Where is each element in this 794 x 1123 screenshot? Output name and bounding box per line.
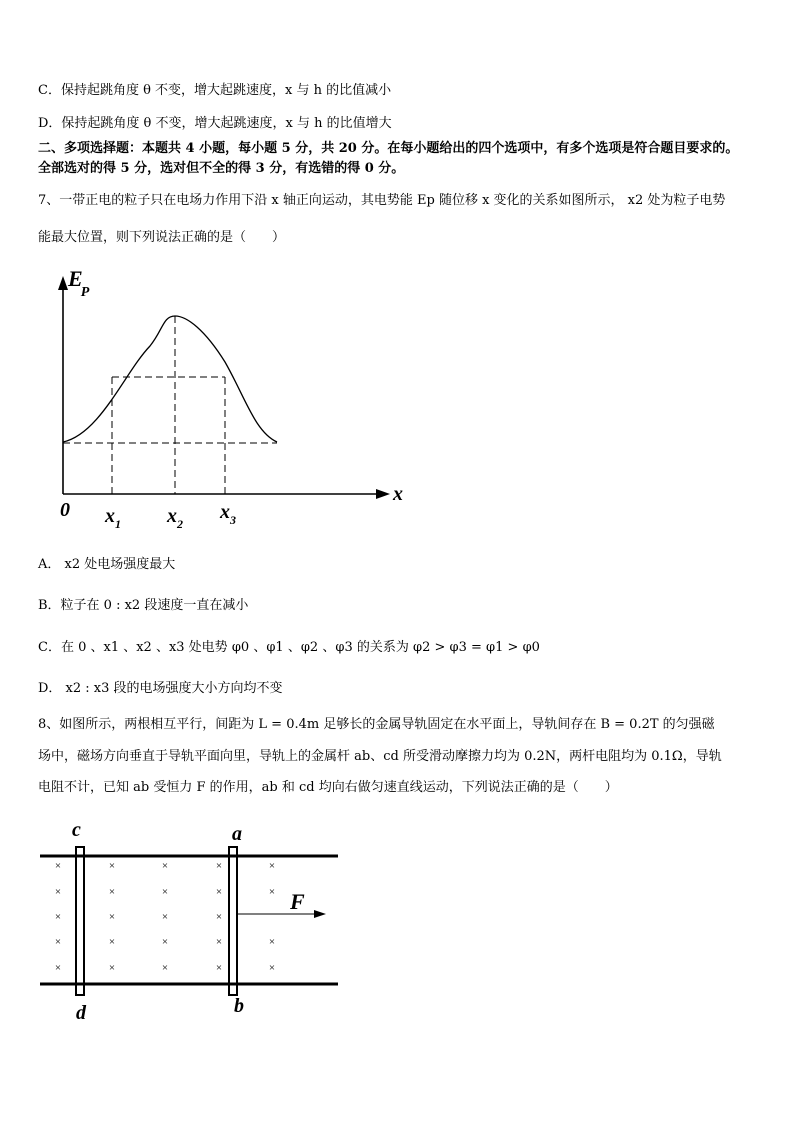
field-mark-icon: ×: [268, 962, 276, 974]
field-mark-icon: ×: [268, 936, 276, 948]
energy-curve: [63, 316, 277, 442]
force-arrow-head-icon: [314, 910, 326, 918]
field-mark-icon: ×: [54, 962, 62, 974]
field-mark-icon: ×: [161, 860, 169, 872]
q7-option-b: B．粒子在 0 : x2 段速度一直在减小: [38, 598, 249, 613]
tick-x3: $x_3$: [220, 501, 236, 527]
field-mark-icon: ×: [54, 860, 62, 872]
section2-line1: 二、多项选择题：本题共 4 小题，每小题 5 分，共 20 分。在每小题给出的四个选项中，有多个选项是符合题目要求的。: [38, 141, 739, 156]
field-mark-icon: ×: [161, 911, 169, 923]
label-c: c: [72, 819, 81, 841]
x-axis-label: x: [393, 483, 403, 505]
tick-x2: $x_2$: [167, 505, 183, 531]
label-d: d: [76, 1002, 86, 1024]
x-axis-arrow-icon: [376, 489, 390, 499]
section2-line2: 全部选对的得 5 分，选对但不全的得 3 分，有选错的得 0 分。: [38, 161, 405, 176]
field-mark-icon: ×: [215, 860, 223, 872]
tick-x1: $x_1$: [105, 505, 121, 531]
q7-option-a: A． x2 处电场强度最大: [38, 557, 176, 572]
q6-option-c: C．保持起跳角度 θ 不变，增大起跳速度，x 与 h 的比值减小: [38, 83, 392, 98]
q7-option-d: D． x2 : x3 段的电场强度大小方向均不变: [38, 681, 283, 696]
field-mark-icon: ×: [161, 936, 169, 948]
q7-stem-line2: 能最大位置，则下列说法正确的是（ ）: [38, 230, 286, 245]
field-mark-icon: ×: [215, 962, 223, 974]
rod-ab: [229, 847, 237, 995]
field-mark-icon: ×: [108, 886, 116, 898]
label-b: b: [234, 995, 244, 1017]
q6-option-d: D．保持起跳角度 θ 不变，增大起跳速度，x 与 h 的比值增大: [38, 116, 392, 131]
field-mark-icon: ×: [268, 886, 276, 898]
q7-option-c: C．在 0 、x1 、x2 、x3 处电势 φ0 、φ1 、φ2 、φ3 的关系为 φ2 > φ3 = φ1 > φ0: [38, 640, 540, 655]
field-mark-icon: ×: [54, 886, 62, 898]
field-mark-icon: ×: [161, 962, 169, 974]
field-mark-icon: ×: [108, 860, 116, 872]
field-mark-icon: ×: [54, 936, 62, 948]
field-mark-icon: ×: [108, 911, 116, 923]
field-mark-icon: ×: [161, 886, 169, 898]
q8-stem-line1: 8、如图所示，两根相互平行，间距为 L = 0.4m 足够长的金属导轨固定在水平面上，导轨间存在 B = 0.2T 的匀强磁: [38, 717, 715, 732]
field-mark-icon: ×: [108, 962, 116, 974]
y-axis-arrow-icon: [58, 276, 68, 290]
q8-stem-line3: 电阻不计，已知 ab 受恒力 F 的作用，ab 和 cd 均向右做匀速直线运动，下列说法正确的是（ ）: [38, 780, 618, 795]
rod-cd: [76, 847, 84, 995]
field-mark-icon: ×: [215, 911, 223, 923]
q7-stem-line1: 7、一带正电的粒子只在电场力作用下沿 x 轴正向运动，其电势能 Ep 随位移 x 变化的关系如图所示， x2 处为粒子电势: [38, 193, 726, 208]
y-axis-label: E P: [68, 266, 90, 300]
field-mark-icon: ×: [54, 911, 62, 923]
q7-energy-graph: [50, 262, 430, 532]
field-mark-icon: ×: [215, 886, 223, 898]
q8-rail-diagram: [30, 815, 360, 1030]
origin-label: 0: [60, 499, 70, 521]
label-a: a: [232, 823, 242, 845]
field-mark-icon: ×: [215, 936, 223, 948]
field-mark-icon: ×: [268, 860, 276, 872]
q8-stem-line2: 场中，磁场方向垂直于导轨平面向里，导轨上的金属杆 ab、cd 所受滑动摩擦力均为 0.2N，两杆电阻均为 0.1Ω，导轨: [38, 749, 722, 764]
label-F: F: [290, 889, 305, 914]
field-mark-icon: ×: [108, 936, 116, 948]
